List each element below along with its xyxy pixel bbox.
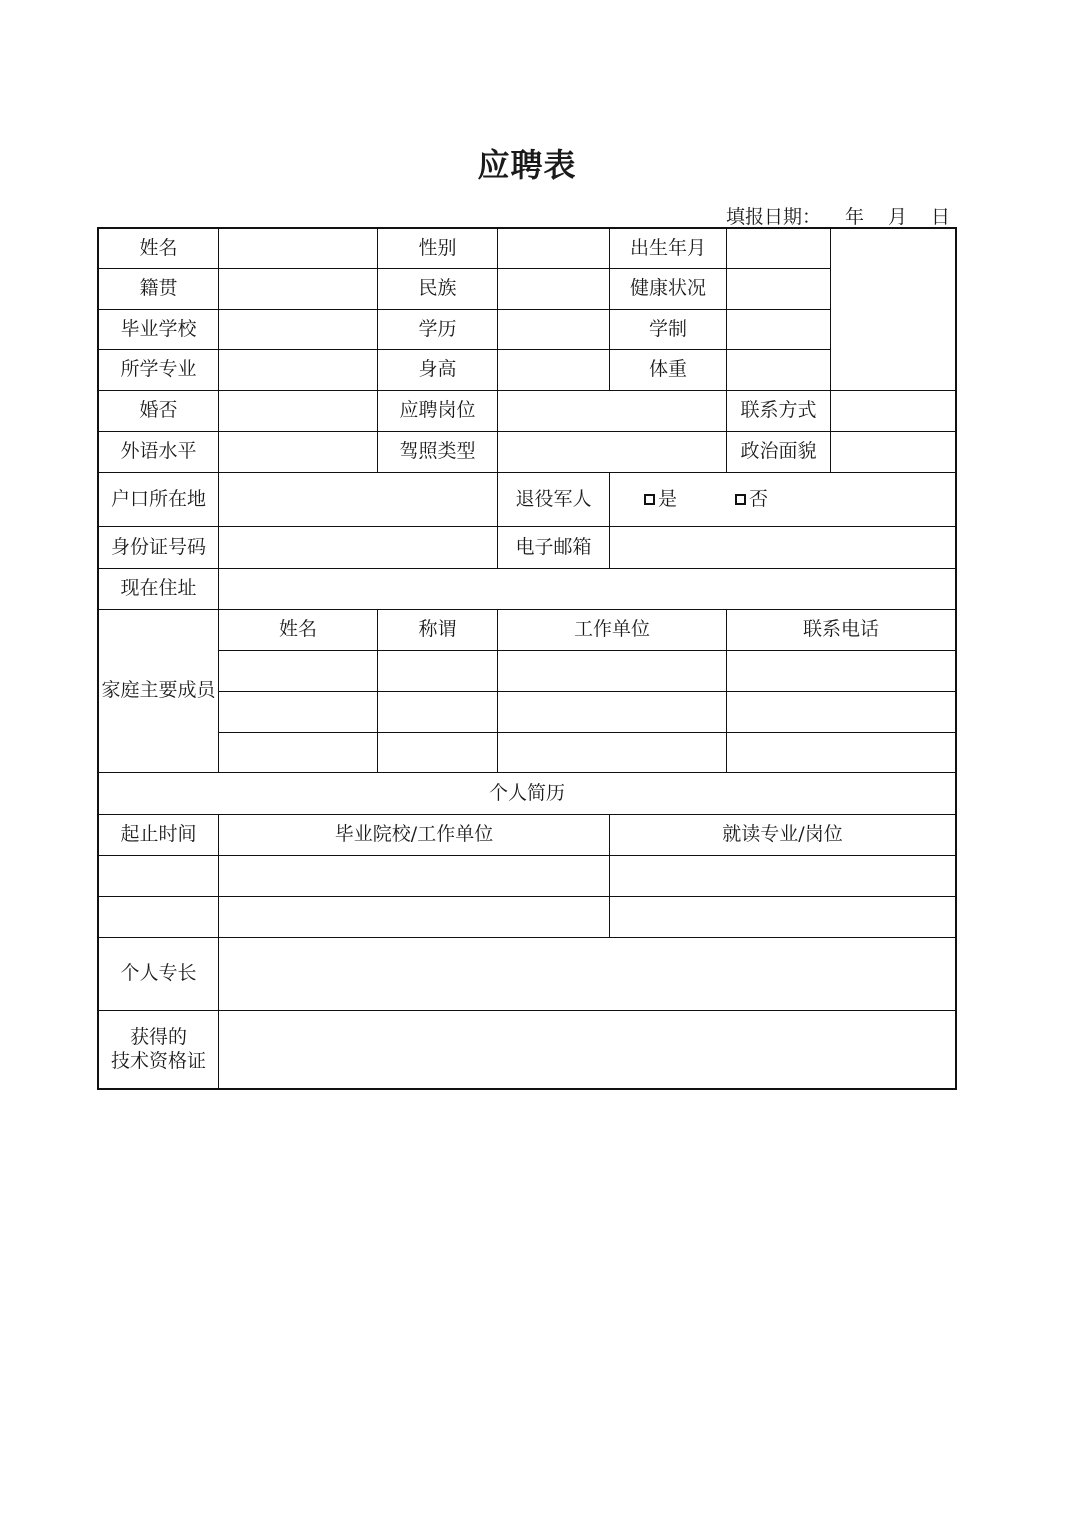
label-native-place: 籍贯 [98,268,219,310]
cert-label-line2: 技术资格证 [110,1049,206,1072]
label-ethnicity: 民族 [377,268,498,310]
label-school: 毕业学校 [98,309,219,350]
label-skills: 个人专长 [98,937,219,1011]
label-education: 学历 [377,309,498,350]
fill-date-label: 填报日期： [725,206,821,228]
year-unit: 年 [844,206,864,228]
field-major[interactable] [218,349,378,391]
label-email: 电子邮箱 [497,526,610,569]
family-phone-field[interactable] [726,650,956,692]
field-license[interactable] [497,431,727,473]
label-schooling-length: 学制 [609,309,727,350]
field-health[interactable] [726,268,831,310]
field-address[interactable] [218,568,956,610]
label-height: 身高 [377,349,498,391]
field-native-place[interactable] [218,268,378,310]
label-major: 所学专业 [98,349,219,391]
form-title: 应聘表 [477,146,577,184]
resume-period-field[interactable] [98,896,219,938]
label-birth: 出生年月 [609,228,727,269]
resume-title: 个人简历 [98,772,956,815]
family-phone-field[interactable] [726,691,956,733]
checkbox-icon[interactable] [644,494,655,505]
resume-major-field[interactable] [609,855,956,897]
resume-school-field[interactable] [218,855,610,897]
label-political: 政治面貌 [726,431,831,473]
family-header-name: 姓名 [218,609,378,651]
field-marital[interactable] [218,390,378,432]
label-family: 家庭主要成员 [98,609,219,773]
field-education[interactable] [497,309,610,350]
label-health: 健康状况 [609,268,727,310]
field-email[interactable] [609,526,956,569]
field-political[interactable] [830,431,956,473]
label-veteran: 退役军人 [497,472,610,527]
family-header-employer: 工作单位 [497,609,727,651]
field-ethnicity[interactable] [497,268,610,310]
label-license: 驾照类型 [377,431,498,473]
family-header-phone: 联系电话 [726,609,956,651]
veteran-no-option[interactable] [735,488,768,512]
resume-period-field[interactable] [98,855,219,897]
family-relation-field[interactable] [377,732,498,773]
veteran-yes-option[interactable] [644,488,677,512]
field-position[interactable] [497,390,727,432]
field-veteran [609,472,956,527]
family-employer-field[interactable] [497,691,727,733]
family-name-field[interactable] [218,691,378,733]
field-height[interactable] [497,349,610,391]
resume-school-field[interactable] [218,896,610,938]
veteran-no-label: 否 [749,487,769,510]
family-name-field[interactable] [218,732,378,773]
month-unit: 月 [887,206,907,228]
label-id-number: 身份证号码 [98,526,219,569]
field-birth[interactable] [726,228,831,269]
checkbox-icon[interactable] [735,494,746,505]
field-weight[interactable] [726,349,831,391]
label-language: 外语水平 [98,431,219,473]
field-school[interactable] [218,309,378,350]
label-marital: 婚否 [98,390,219,432]
label-name: 姓名 [98,228,219,269]
field-id-number[interactable] [218,526,498,569]
field-gender[interactable] [497,228,610,269]
day-unit: 日 [930,206,950,228]
label-position: 应聘岗位 [377,390,498,432]
label-contact: 联系方式 [726,390,831,432]
application-form-table [98,228,956,1089]
field-contact[interactable] [830,390,956,432]
family-relation-field[interactable] [377,691,498,733]
family-employer-field[interactable] [497,732,727,773]
resume-major-field[interactable] [609,896,956,938]
family-relation-field[interactable] [377,650,498,692]
label-certificates [98,1010,219,1089]
label-weight: 体重 [609,349,727,391]
field-skills[interactable] [218,937,956,1011]
field-certificates[interactable] [218,1010,956,1089]
family-employer-field[interactable] [497,650,727,692]
field-name[interactable] [218,228,378,269]
label-household: 户口所在地 [98,472,219,527]
family-header-relation: 称谓 [377,609,498,651]
fill-date [726,202,950,229]
photo-area[interactable] [830,228,956,391]
field-household[interactable] [218,472,498,527]
veteran-yes-label: 是 [658,487,678,510]
resume-header-period: 起止时间 [98,814,219,856]
family-phone-field[interactable] [726,732,956,773]
resume-header-major-position: 就读专业/岗位 [609,814,956,856]
label-address: 现在住址 [98,568,219,610]
field-schooling-length[interactable] [726,309,831,350]
field-language[interactable] [218,431,378,473]
label-gender: 性别 [377,228,498,269]
resume-header-school-employer: 毕业院校/工作单位 [218,814,610,856]
family-name-field[interactable] [218,650,378,692]
cert-label-line1: 获得的 [129,1025,187,1048]
